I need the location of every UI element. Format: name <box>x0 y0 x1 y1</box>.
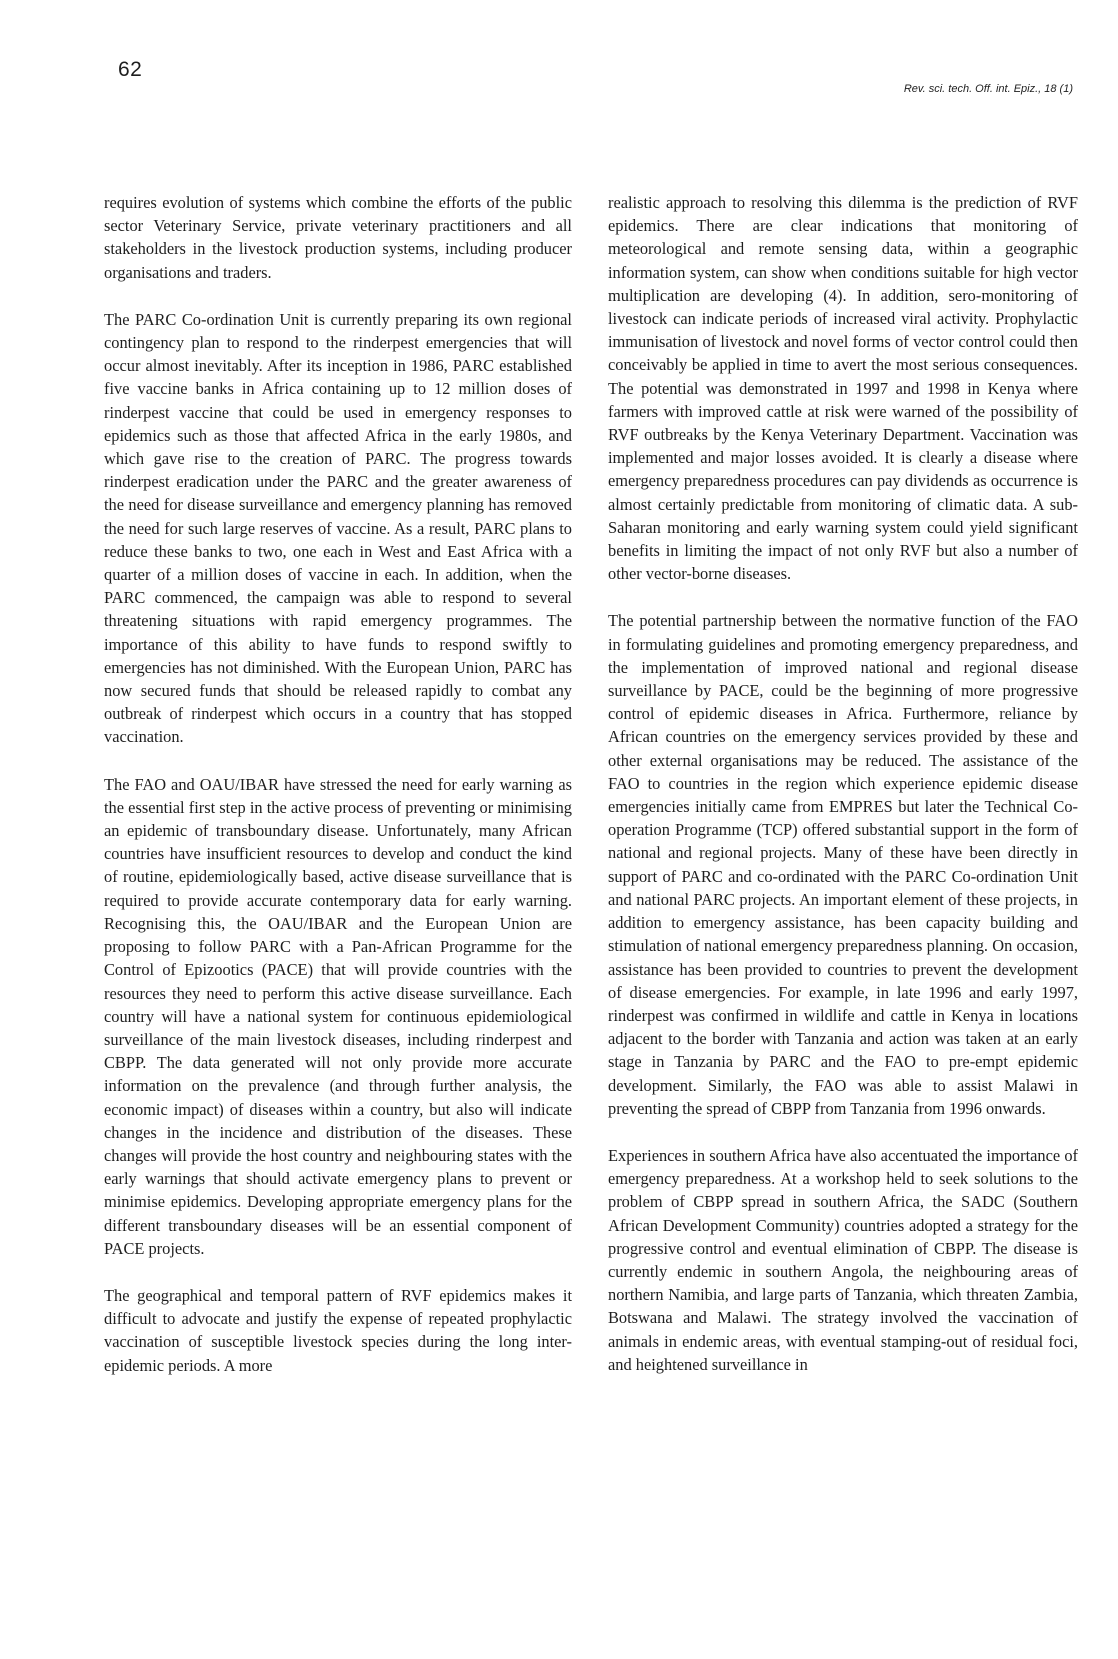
paragraph: Experiences in southern Africa have also accentuated the importance of emergency preparedness. At a workshop held to seek solutions to the problem of CBPP spread in southern Africa, the SADC (Southern African Development Community) countries adopted a strategy for the progressive control and eventual elimination of CBPP. The disease is currently endemic in southern Angola, the neighbouring areas of northern Namibia, and large parts of Tanzania, which threaten Zambia, Botswana and Malawi. The strategy involved the vaccination of animals in endemic areas, with eventual stamping-out of residual foci, and heightened surveillance in <box>608 1145 1078 1374</box>
paragraph: The PARC Co-ordination Unit is currently preparing its own regional contingency plan to respond to the rinderpest emergencies that will occur almost inevitably. After its inception in 1986, PARC established five vaccine banks in Africa containing up to 12 million doses of rinderpest vaccine that could be used in emergency responses to epidemics such as those that affected Africa in the early 1980s, and which gave rise to the creation of PARC. The progress towards rinderpest eradication under the PARC and the greater awareness of the need for disease surveillance and emergency planning has removed the need for such large reserves of vaccine. As a result, PARC plans to reduce these banks to two, one each in West and East Africa with a quarter of a million doses of vaccine in each. In addition, when the PARC commenced, the campaign was able to respond to several threatening situations with rapid emergency programmes. The importance of this ability to have funds to respond swiftly to emergencies has not diminished. With the European Union, PARC has now secured funds that should be released rapidly to combat any outbreak of rinderpest which occurs in a country that has stopped vaccination. <box>104 309 572 747</box>
page-number: 62 <box>118 58 143 81</box>
paragraph: realistic approach to resolving this dilemma is the prediction of RVF epidemics. There are clear indications that monitoring of meteorological and remote sensing data, within a geographic information system, can show when conditions suitable for high vector multiplication are developing (4). In addition, sero-monitoring of livestock can indicate periods of increased viral activity. Prophylactic immunisation of livestock and novel forms of vector control could then conceivably be applied in time to avert the most serious consequences. The potential was demonstrated in 1997 and 1998 in Kenya where farmers with improved cattle at risk were warned of the possibility of RVF outbreaks by the Kenya Veterinary Department. Vaccination was implemented and major losses avoided. It is clearly a disease where emergency preparedness procedures can pay dividends as occurrence is almost certainly predictable from monitoring of climatic data. A sub-Saharan monitoring and early warning system could yield significant benefits in limiting the impact of not only RVF but also a number of other vector-borne diseases. <box>608 193 1078 584</box>
paragraph: The geographical and temporal pattern of RVF epidemics makes it difficult to advocate and justify the expense of repeated prophylactic vaccination of susceptible livestock species during the long inter-epidemic periods. A more <box>104 1285 572 1375</box>
paragraph: requires evolution of systems which combine the efforts of the public sector Veterinary Service, private veterinary practitioners and all stakeholders in the livestock production systems, including producer organisations and traders. <box>104 193 572 282</box>
paragraph: The FAO and OAU/IBAR have stressed the need for early warning as the essential first step in the active process of preventing or minimising an epidemic of transboundary disease. Unfortunately, many African countries have insufficient resources to develop and conduct the kind of routine, epidemiologically based, active disease surveillance that is required to provide accurate contemporary data for early warning. Recognising this, the OAU/IBAR and the European Union are proposing to follow PARC with a Pan-African Programme for the Control of Epizootics (PACE) that will provide countries with the resources they need to perform this active disease surveillance. Each country will have a national system for continuous epidemiological surveillance of the main livestock diseases, including rinderpest and CBPP. The data generated will not only provide more accurate information on the prevalence (and through further analysis, the economic impact) of diseases within a country, but also will indicate changes in the incidence and distribution of the diseases. These changes will provide the host country and neighbouring states with the early warnings that should activate emergency plans to prevent or minimise epidemics. Developing appropriate emergency plans for the different transboundary diseases will be an essential component of PACE projects. <box>104 774 572 1258</box>
journal-running-head: Rev. sci. tech. Off. int. Epiz., 18 (1) <box>903 83 1073 95</box>
right-column <box>608 191 1078 1400</box>
left-column <box>104 191 572 1401</box>
paragraph: The potential partnership between the normative function of the FAO in formulating guidelines and promoting emergency preparedness, and the implementation of improved national and regional disease surveillance by PACE, could be the beginning of more progressive control of epidemic diseases in Africa. Furthermore, reliance by African countries on the emergency services provided by these and other external organisations may be reduced. The assistance of the FAO to countries in the region which experience epidemic disease emergencies initially came from EMPRES but later the Technical Co-operation Programme (TCP) offered substantial support in the form of national and regional projects. Many of these have been directly in support of PARC and co-ordinated with the PARC Co-ordination Unit and national PARC projects. An important element of these projects, in addition to emergency assistance, has been capacity building and stimulation of national emergency preparedness planning. On occasion, assistance has been provided to countries to prevent the development of disease emergencies. For example, in late 1996 and early 1997, rinderpest was confirmed in wildlife and cattle in Kenya in locations adjacent to the border with Tanzania and action was taken at an early stage in Tanzania by PARC and the FAO to pre-empt epidemic development. Similarly, the FAO was able to assist Malawi in preventing the spread of CBPP from Tanzania from 1996 onwards. <box>608 611 1078 1118</box>
